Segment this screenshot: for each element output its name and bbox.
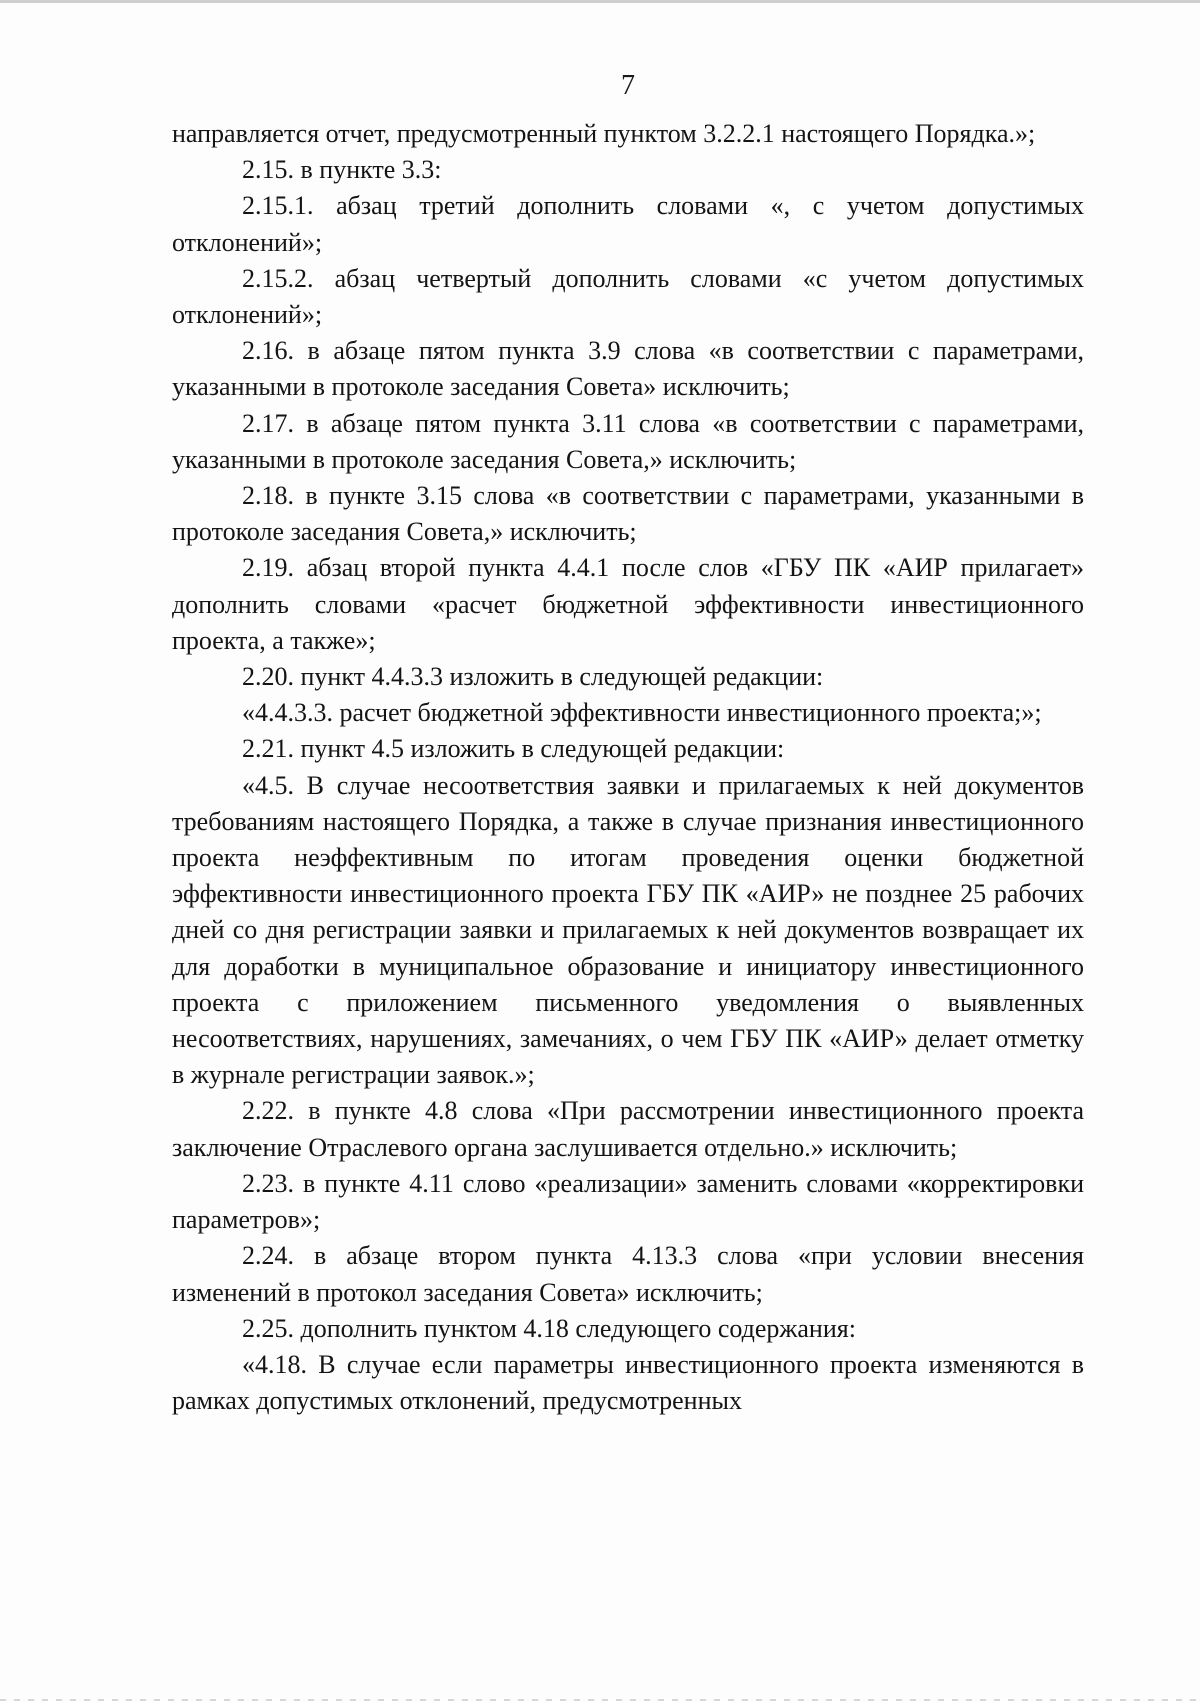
paragraph: 2.21. пункт 4.5 изложить в следующей редакции: (242, 734, 785, 764)
paragraph: 2.15.1. абзац третий дополнить словами «, с учетом допустимых отклонений»; (172, 191, 1084, 257)
page-number: 7 (621, 70, 635, 101)
paragraph: 2.18. в пункте 3.15 слова «в соответствии с параметрами, указанными в протоколе заседания Совета,» исключить; (172, 481, 1084, 547)
paragraph: 2.17. в абзаце пятом пункта 3.11 слова «в соответствии с параметрами, указанными в протоколе заседания Совета,» исключить; (172, 408, 1084, 474)
paragraph: 2.22. в пункте 4.8 слова «При рассмотрении инвестиционного проекта заключение Отраслевого органа заслушивается отдельно.» исключить; (172, 1096, 1084, 1162)
paragraph: «4.4.3.3. расчет бюджетной эффективности инвестиционного проекта;»; (242, 698, 1042, 728)
paragraph: 2.20. пункт 4.4.3.3 изложить в следующей редакции: (242, 662, 824, 692)
paragraph: «4.18. В случае если параметры инвестиционного проекта изменяются в рамках допустимых отклонений, предусмотренных (172, 1349, 1084, 1416)
paragraph: направляется отчет, предусмотренный пунктом 3.2.2.1 настоящего Порядка.»; (172, 119, 1036, 148)
document-body (172, 116, 1084, 1419)
paragraph: 2.24. в абзаце втором пункта 4.13.3 слова «при условии внесения изменений в протокол заседания Совета» исключить; (172, 1241, 1084, 1307)
paragraph: 2.15.2. абзац четвертый дополнить словами «с учетом допустимых отклонений»; (172, 263, 1084, 330)
paragraph: «4.5. В случае несоответствия заявки и прилагаемых к ней документов требованиям настоящего Порядка, а также в случае признания инвестиционного проекта неэффективным по итогам проведения оценки бюджетной эффективности инвестиционного проекта ГБУ ПК «АИР» не позднее 25 рабочих дней со дня регистрации заявки и прилагаемых к ней документов возвращает их для доработки в муниципальное образование и инициатору инвестиционного проекта с приложением письменного уведомления о выявленных несоответствиях, нарушениях, замечаниях, о чем ГБУ ПК «АИР» делает отметку в журнале регистрации заявок.»; (172, 770, 1084, 1090)
paragraph: 2.25. дополнить пунктом 4.18 следующего содержания: (242, 1313, 856, 1343)
paragraph: 2.15. в пункте 3.3: (242, 155, 442, 185)
paragraph: 2.23. в пункте 4.11 слово «реализации» заменить словами «корректировки параметров»; (172, 1168, 1084, 1235)
paragraph: 2.19. абзац второй пункта 4.4.1 после слов «ГБУ ПК «АИР прилагает» дополнить словами «расчет бюджетной эффективности инвестиционного проекта, а также»; (172, 553, 1084, 655)
paragraph: 2.16. в абзаце пятом пункта 3.9 слова «в соответствии с параметрами, указанными в протоколе заседания Совета» исключить; (172, 336, 1084, 402)
